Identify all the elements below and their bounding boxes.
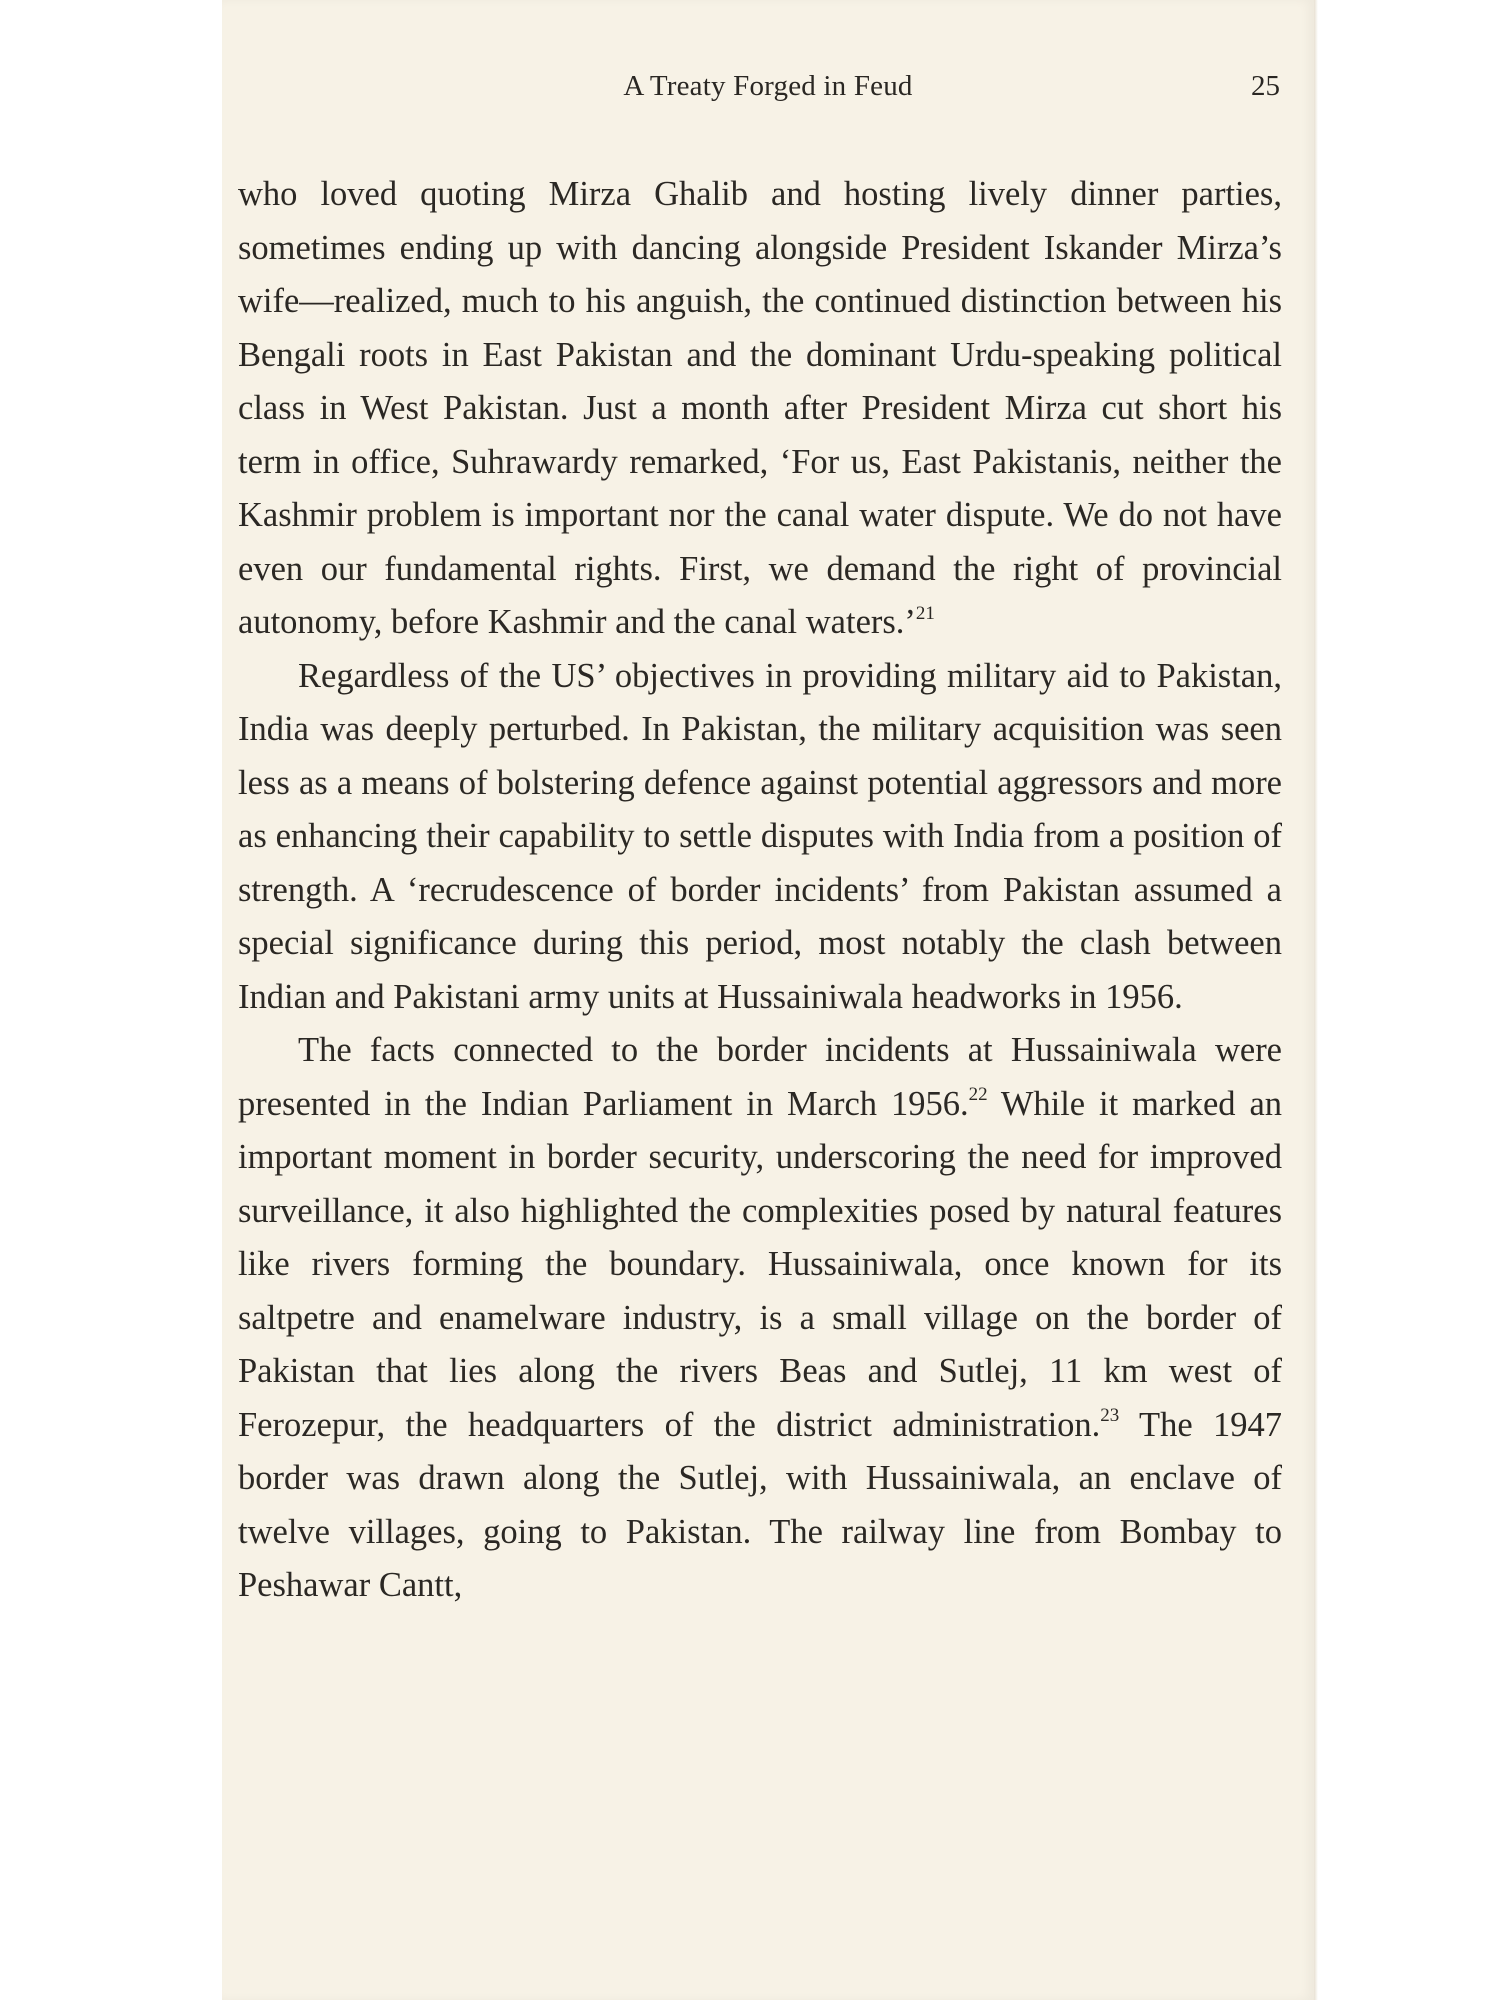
page-header <box>222 70 1314 110</box>
paragraph-text: The 1947 border was drawn along the Sutlej, with Hussainiwala, an enclave of twelve villages, going to Pakistan. The railway line from Bombay to Peshawar Cantt, <box>238 1405 1283 1604</box>
running-title: A Treaty Forged in Feud <box>623 70 913 102</box>
body-text <box>238 168 1282 1613</box>
paragraph-3 <box>238 1024 1282 1613</box>
footnote-ref-23: 23 <box>1100 1405 1120 1427</box>
page-number: 25 <box>1251 70 1280 102</box>
paragraph-2 <box>238 650 1282 1025</box>
book-page <box>222 0 1314 2000</box>
paragraph-1 <box>238 168 1282 650</box>
footnote-ref-22: 22 <box>968 1084 988 1106</box>
page-edge <box>1314 0 1318 2000</box>
paragraph-text: Regardless of the US’ objectives in providing military aid to Pakistan, India was deeply perturbed. In Pakistan, the military acquisition was seen less as a means of bolstering defence against potential aggressors and more as enhancing their capability to settle disputes with India from a position of strength. A ‘recrudescence of border incidents’ from Pakistan assumed a special significance during this period, most notably the clash between Indian and Pakistani army units at Hussainiwala headworks in 1956. <box>238 656 1282 1016</box>
paragraph-text: The facts connected to the border incidents at Hussainiwala were presented in the Indian Parliament in March 1956. <box>238 1031 1282 1123</box>
paragraph-text: who loved quoting Mirza Ghalib and hosting lively dinner parties, sometimes ending up with dancing alongside President Iskander Mirza’s wife—realized, much to his anguish, the continued distinction between his Bengali roots in East Pakistan and the dominant Urdu-speaking political class in West Pakistan. Just a month after President Mirza cut short his term in office, Suhrawardy remarked, ‘For us, East Pakistanis, neither the Kashmir problem is important nor the canal water dispute. We do not have even our fundamental rights. First, we demand the right of provincial autonomy, before Kashmir and the canal waters.’ <box>238 175 1282 641</box>
paragraph-text: While it marked an important moment in border security, underscoring the need for improved surveillance, it also highlighted the complexities posed by natural features like rivers forming the boundary. Hussainiwala, once known for its saltpetre and enamelware industry, is a small village on the border of Pakistan that lies along the rivers Beas and Sutlej, 11 km west of Ferozepur, the headquarters of the district administration. <box>238 1084 1283 1444</box>
footnote-ref-21: 21 <box>915 602 935 624</box>
